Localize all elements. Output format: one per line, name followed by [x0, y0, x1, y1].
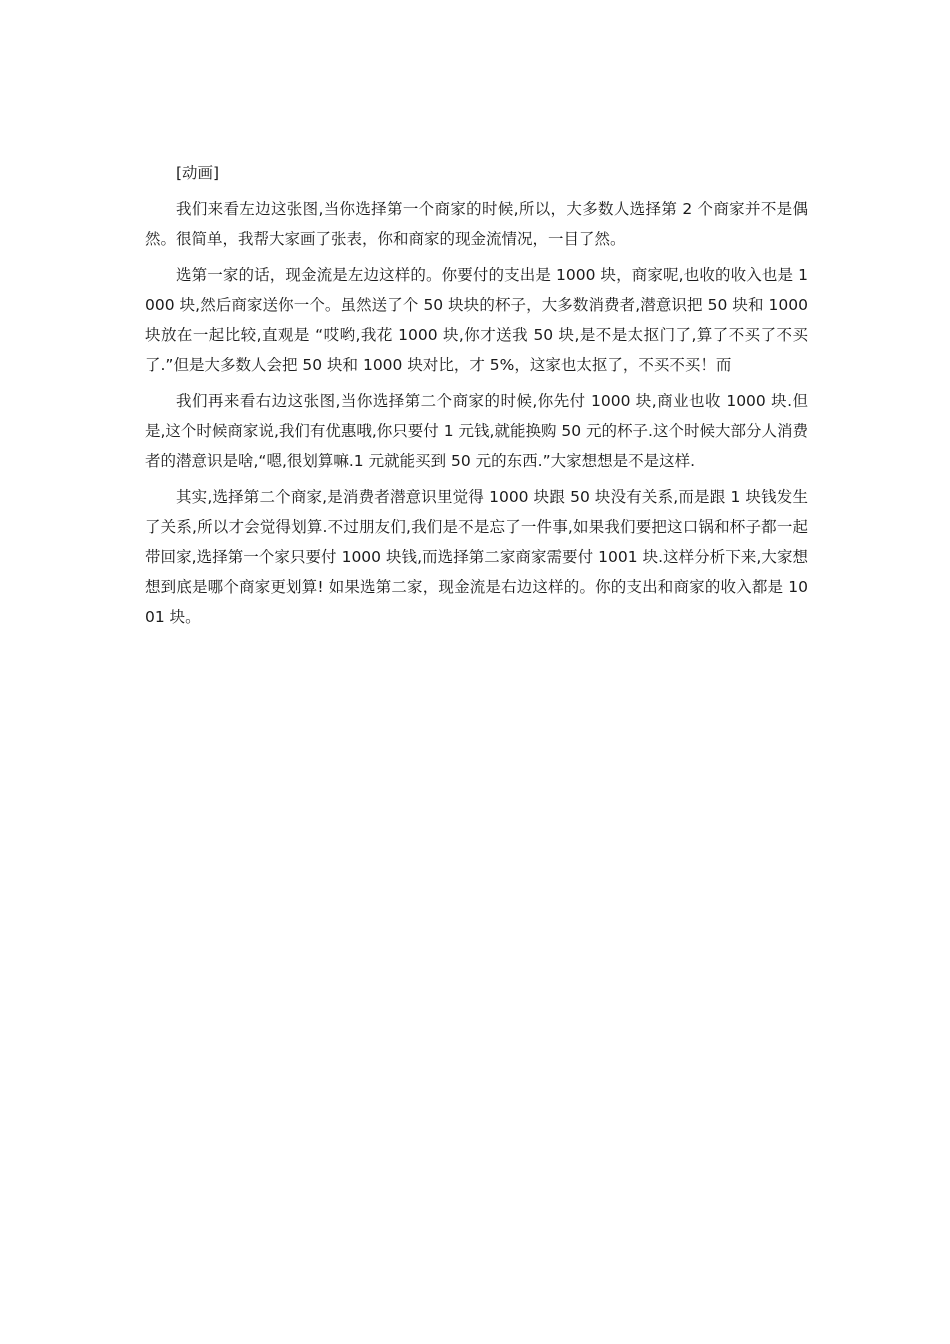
paragraph-4: 其实,选择第二个商家,是消费者潜意识里觉得 1000 块跟 50 块没有关系,而是跟 1 块钱发生了关系,所以才会觉得划算.不过朋友们,我们是不是忘了一件事,如果我们要把这口锅和杯子都一起带回家,选择第一个家只要付 1000 块钱,而选择第二家商家需要付 1001 块.这样分析下来,大家想想到底是哪个商家更划算! 如果选第二家，现金流是右边这样的。你的支出和商家的收入都是 1001 块。: [145, 488, 808, 626]
paragraph-2: 选第一家的话，现金流是左边这样的。你要付的支出是 1000 块，商家呢,也收的收入也是 1000 块,然后商家送你一个。虽然送了个 50 块块的杯子，大多数消费者,潜意识把 50 块和 1000 块放在一起比较,直观是 “哎哟,我花 1000 块,你才送我 50 块,是不是太抠门了,算了不买了不买了.”但是大多数人会把 50 块和 1000 块对比，才 5%，这家也太抠了，不买不买！而: [145, 266, 808, 374]
paragraph-1: 我们来看左边这张图,当你选择第一个商家的时候,所以，大多数人选择第 2 个商家并不是偶然。很简单，我帮大家画了张表，你和商家的现金流情况，一目了然。: [145, 200, 808, 248]
document-body: [145, 158, 808, 638]
section-heading: [动画]: [176, 164, 220, 182]
paragraph-3: 我们再来看右边这张图,当你选择第二个商家的时候,你先付 1000 块,商业也收 1000 块.但是,这个时候商家说,我们有优惠哦,你只要付 1 元钱,就能换购 50 元的杯子.这个时候大部分人消费者的潜意识是啥,“嗯,很划算嘛.1 元就能买到 50 元的东西.”大家想想是不是这样.: [145, 392, 808, 470]
